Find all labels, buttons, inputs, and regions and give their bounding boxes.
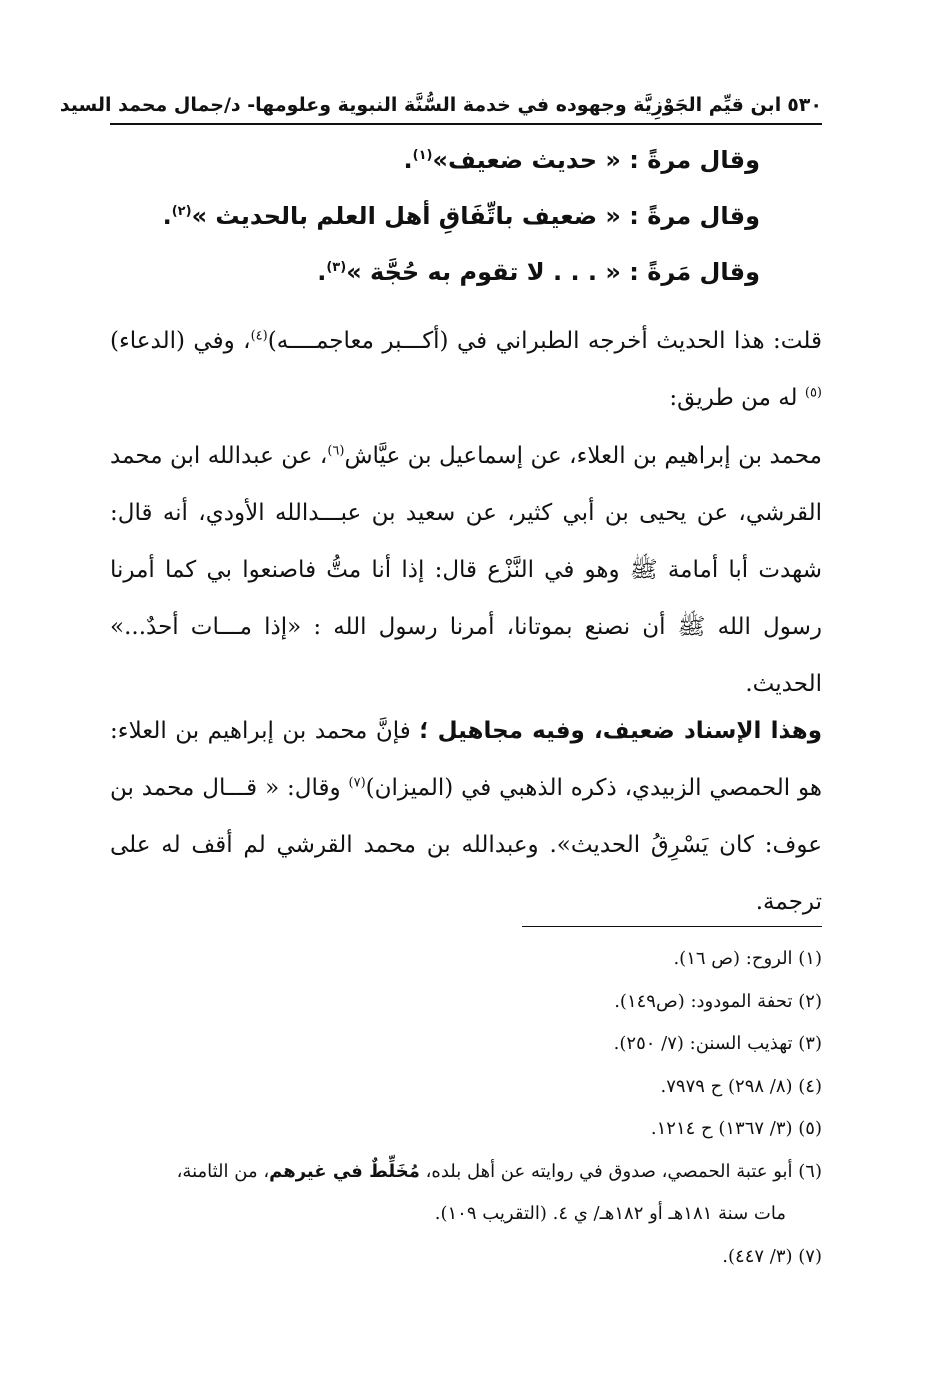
paragraph-text: وقال: « قـــال محمد بن عوف: كان يَسْرِقُ الحديث». وعبدالله بن محمد القرشي لم أقف له على ترجمة. bbox=[110, 775, 822, 915]
footnote-1: (١) الروح: (ص ١٦). bbox=[673, 948, 822, 969]
quote-prefix: وقال مرةً : bbox=[620, 202, 760, 230]
paragraph-text: فإنَّ محمد بن إبراهيم بن العلاء: هو الحمصي الزبيدي، ذكره الذهبي في (الميزان) bbox=[110, 718, 822, 801]
footnote-text: ، من الثامنة، bbox=[176, 1160, 270, 1182]
footnote-3: (٣) تهذيب السنن: (٧/ ٢٥٠). bbox=[613, 1033, 822, 1054]
footnote-4: (٤) (٨/ ٢٩٨) ح ٧٩٧٩. bbox=[660, 1075, 822, 1097]
footnote-bold: مُخَلِّطٌ في غيرهم bbox=[269, 1160, 420, 1182]
paragraph-1 bbox=[110, 313, 822, 427]
footnote-text: (٦) أبو عتبة الحمصي، صدوق في روايته عن أهل بلده، bbox=[419, 1160, 822, 1182]
paragraph-text: ، وفي (الدعاء) bbox=[110, 328, 251, 354]
quote-line-3 bbox=[110, 245, 760, 299]
footnote-5: (٥) (٣/ ١٣٦٧) ح ١٢١٤. bbox=[650, 1118, 822, 1139]
paragraph-text: محمد بن إبراهيم بن العلاء، عن إسماعيل بن عيَّاش bbox=[344, 443, 822, 469]
quote-text: « ضعيف باتِّفَاقِ أهل العلم بالحديث » bbox=[191, 202, 621, 230]
paragraph-text: ، عن عبدالله ابن محمد القرشي، عن يحيى بن أبي كثير، عن سعيد بن عبـــدالله الأودي، أنه قال: شهدت أبا أمامة ﷺ وهو في النَّزْع قال: إذا أنا متُّ فاصنعوا بي كما أمرنا رسول الله ﷺ أن نصنع بموتانا، أمرنا رسول الله : «إذا مـــات أحدٌ...» الحديث. bbox=[110, 443, 822, 697]
quote-line-2 bbox=[110, 189, 760, 243]
quote-line-1 bbox=[110, 133, 760, 187]
footnote-6 bbox=[110, 1151, 822, 1194]
quote-prefix: وقال مرةً : bbox=[620, 146, 760, 174]
footnote-ref[interactable]: (٤) bbox=[250, 328, 268, 344]
footnote-6-continuation: مات سنة ١٨١هـ أو ١٨٢هـ/ ي ٤. (التقريب ١٠٩). bbox=[434, 1203, 786, 1224]
running-header bbox=[59, 88, 822, 122]
paragraph-3 bbox=[110, 703, 822, 931]
footnote-ref[interactable]: (٧) bbox=[348, 775, 366, 791]
running-title: ابن قيِّم الجَوْزِيَّة وجهوده في خدمة السُّنَّة النبوية وعلومها- د/جمال محمد السيد bbox=[59, 94, 782, 116]
header-rule bbox=[110, 123, 822, 125]
footnote-ref[interactable]: (٥) bbox=[804, 385, 822, 401]
quote-end: . bbox=[403, 146, 413, 174]
footnote-7: (٧) (٣/ ٤٤٧). bbox=[722, 1245, 822, 1267]
quote-end: . bbox=[162, 202, 172, 230]
footnote-2: (٢) تحفة المودود: (ص١٤٩). bbox=[614, 990, 822, 1012]
paragraph-2 bbox=[110, 428, 822, 713]
quote-prefix: وقال مَرةً : bbox=[620, 258, 760, 286]
quote-text: « حديث ضعيف» bbox=[432, 146, 621, 174]
quote-end: . bbox=[317, 258, 327, 286]
footnote-ref[interactable]: (٦) bbox=[327, 443, 345, 459]
quote-text: « . . . لا تقوم به حُجَّة » bbox=[346, 258, 621, 286]
page-number: ٥٣٠ bbox=[787, 94, 822, 116]
bold-statement: وهذا الإسناد ضعيف، وفيه مجاهيل ؛ bbox=[419, 718, 822, 744]
footnote-ref[interactable]: (٣) bbox=[326, 260, 347, 275]
footnote-ref[interactable]: (٢) bbox=[171, 204, 192, 219]
footnotes bbox=[110, 938, 822, 1278]
footnote-ref[interactable]: (١) bbox=[412, 148, 433, 163]
footnote-separator bbox=[522, 926, 822, 927]
paragraph-text: قلت: هذا الحديث أخرجه الطبراني في (أكـــبر معاجمــــه) bbox=[267, 328, 822, 354]
paragraph-text: له من طريق: bbox=[669, 385, 805, 411]
